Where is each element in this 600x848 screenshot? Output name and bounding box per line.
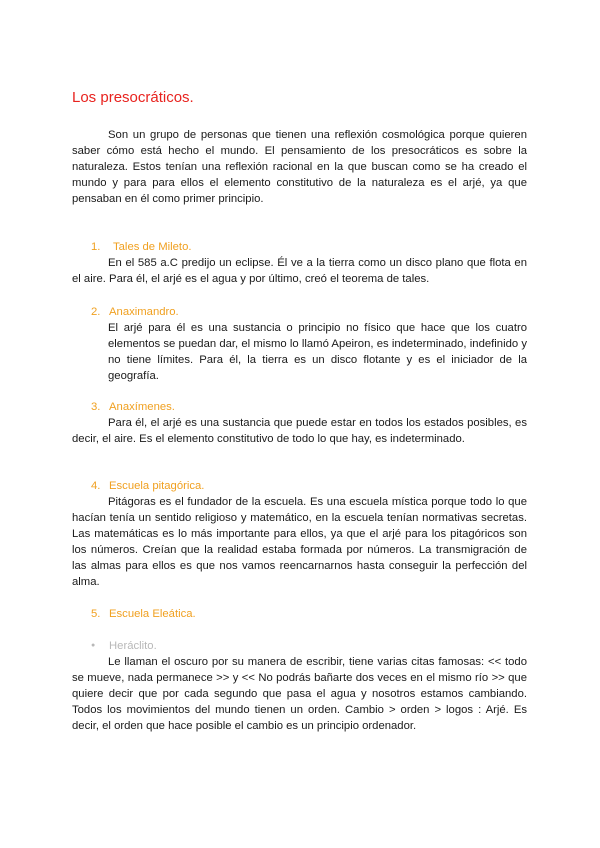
section-heading-label: Tales de Mileto. (113, 241, 192, 253)
section-body-anaximenes: Para él, el arjé es una sustancia que puede estar en todos los estados posibles, es decir, el aire. Es el elemento constitutivo de todo lo que hay, es indeterminado. (72, 417, 527, 445)
section-number: 1. (91, 241, 101, 253)
section-heading-label: Escuela Eleática. (109, 608, 196, 620)
section-number: 4. (91, 480, 101, 492)
section-heading-eleatica (91, 606, 196, 622)
bullet-icon: ● (91, 642, 96, 650)
section-heading-anaximenes (91, 399, 175, 415)
section-body-pitagorica: Pitágoras es el fundador de la escuela. Es una escuela mística porque todo lo que hacían tenía un sentido religioso y matemático, en la escuela tenían normativas secretas. Las matemáticas es lo más importante para ellos, ya que el arjé para los pitagóricos son los números. Creían que la realidad estaba formada por números. La transmigración de las almas para ellos es que nos vamos reencarnarnos hasta conseguir la perfección del alma. (72, 496, 527, 588)
bullet-body-heraclito: Le llaman el oscuro por su manera de escribir, tiene varias citas famosas: << todo se mueve, nada permanece >> y << No podrás bañarte dos veces en el mismo río >> que quiere decir que por cada segundo que pasa el agua y nosotros estamos cambiando. Todos los movimientos del mundo tienen un orden. Cambio > orden > logos : Arjé. Es decir, el orden que hace posible el cambio es un principio ordenador. (72, 656, 527, 732)
section-body-tales: En el 585 a.C predijo un eclipse. Él ve a la tierra como un disco plano que flota en el aire. Para él, el arjé es el agua y por último, creó el teorema de tales. (72, 257, 527, 285)
section-heading-pitagorica (91, 478, 204, 494)
section-heading-tales (91, 239, 192, 255)
section-heading-label: Anaximandro. (109, 306, 179, 318)
section-heading-anaximandro (91, 304, 179, 320)
bullet-heading-label: Heráclito. (109, 640, 157, 652)
section-heading-label: Anaxímenes. (109, 401, 175, 413)
bullet-heading-heraclito (91, 638, 157, 654)
section-heading-label: Escuela pitagórica. (109, 480, 205, 492)
section-number: 2. (91, 306, 101, 318)
section-number: 3. (91, 401, 101, 413)
section-body-anaximandro: El arjé para él es una sustancia o principio no físico que hace que los cuatro elementos se puedan dar, el mismo lo llamó Apeiron, es indeterminado, indefinido y no tiene límites. Para él, la tierra es un disco flotante y es el iniciador de la geografía. (108, 322, 527, 382)
page-title: Los presocráticos. (72, 89, 194, 106)
section-number: 5. (91, 608, 101, 620)
intro-paragraph: Son un grupo de personas que tienen una reflexión cosmológica porque quieren saber cómo está hecho el mundo. El pensamiento de los presocráticos es sobre la naturaleza. Estos tenían una reflexión racional en la que buscan como se ha creado el mundo y para para ellos el elemento constitutivo de la naturaleza es el arjé, ya que pensaban en él como primer principio. (72, 129, 527, 205)
